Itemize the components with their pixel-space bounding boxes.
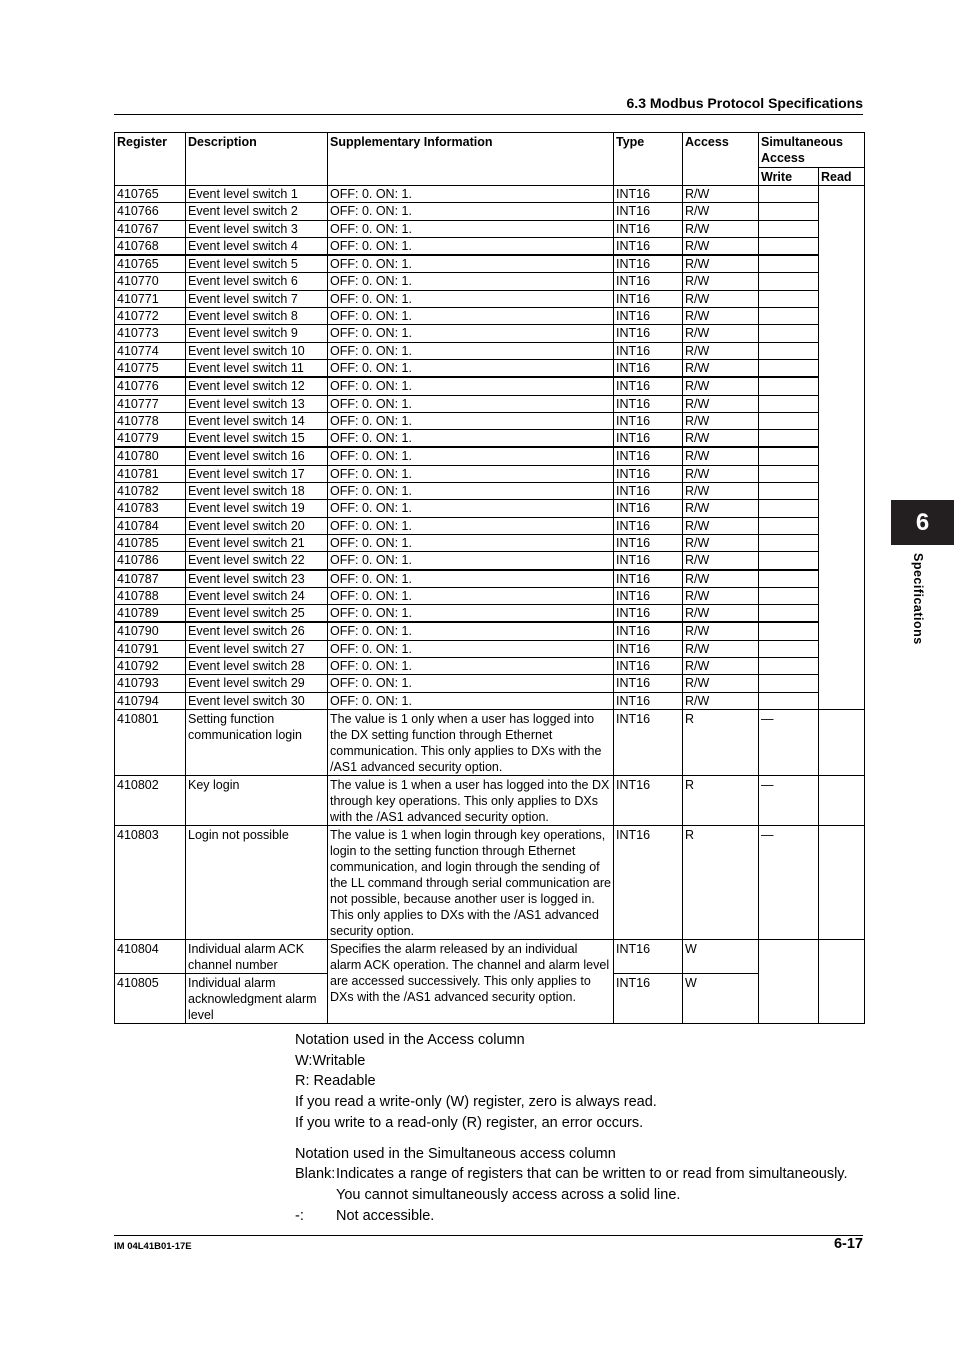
cell-type: INT16: [614, 775, 683, 825]
header-rule: [114, 114, 863, 115]
cell-access: R/W: [683, 412, 759, 429]
cell-read: [819, 825, 865, 939]
cell-write: —: [759, 825, 819, 939]
note-line: If you write to a read-only (R) register, an error occurs.: [295, 1114, 644, 1131]
page-number: 6-17: [833, 1236, 863, 1252]
footer-rule: [114, 1235, 863, 1236]
cell-write: [759, 587, 819, 604]
cell-write: —: [759, 775, 819, 825]
cell-supplementary: OFF: 0. ON: 1.: [328, 570, 614, 588]
cell-access: R: [683, 775, 759, 825]
cell-description: Individual alarm ACK channel number: [186, 939, 328, 973]
cell-access: R/W: [683, 237, 759, 255]
cell-type: INT16: [614, 255, 683, 273]
cell-supplementary: OFF: 0. ON: 1.: [328, 658, 614, 675]
cell-access: R/W: [683, 447, 759, 465]
cell-type: INT16: [614, 622, 683, 640]
cell-access: R/W: [683, 203, 759, 220]
cell-description: Event level switch 28: [186, 658, 328, 675]
table-row: [115, 939, 865, 973]
cell-type: INT16: [614, 359, 683, 377]
dash-label: -:: [295, 1207, 304, 1224]
cell-type: INT16: [614, 308, 683, 325]
cell-type: INT16: [614, 395, 683, 412]
cell-access: R/W: [683, 605, 759, 623]
cell-type: INT16: [614, 500, 683, 517]
cell-access: R/W: [683, 517, 759, 534]
table-row: [115, 552, 865, 570]
col-write: Write: [759, 168, 819, 186]
cell-type: INT16: [614, 447, 683, 465]
cell-access: W: [683, 973, 759, 1023]
cell-supplementary: OFF: 0. ON: 1.: [328, 552, 614, 570]
cell-type: INT16: [614, 483, 683, 500]
cell-register: 410778: [115, 412, 186, 429]
cell-register: 410782: [115, 483, 186, 500]
cell-access: R/W: [683, 186, 759, 203]
cell-access: R/W: [683, 430, 759, 448]
table-row: [115, 359, 865, 377]
cell-register: 410774: [115, 342, 186, 359]
cell-access: R/W: [683, 658, 759, 675]
cell-write: [759, 325, 819, 342]
table-row: [115, 640, 865, 657]
table-row: [115, 325, 865, 342]
cell-supplementary: OFF: 0. ON: 1.: [328, 220, 614, 237]
cell-write: [759, 395, 819, 412]
cell-description: Event level switch 21: [186, 534, 328, 551]
cell-register: 410777: [115, 395, 186, 412]
cell-write: [759, 412, 819, 429]
cell-supplementary: OFF: 0. ON: 1.: [328, 430, 614, 448]
cell-access: R/W: [683, 570, 759, 588]
cell-supplementary: OFF: 0. ON: 1.: [328, 692, 614, 709]
cell-write: [759, 534, 819, 551]
table-row: [115, 308, 865, 325]
cell-description: Event level switch 3: [186, 220, 328, 237]
table-row: [115, 534, 865, 551]
notes: [295, 1030, 848, 1226]
cell-access: R: [683, 709, 759, 775]
note-line: If you read a write-only (W) register, zero is always read.: [295, 1094, 657, 1111]
cell-supplementary: OFF: 0. ON: 1.: [328, 308, 614, 325]
cell-access: R/W: [683, 220, 759, 237]
cell-type: INT16: [614, 342, 683, 359]
cell-description: Event level switch 14: [186, 412, 328, 429]
col-register: Register: [115, 133, 186, 186]
cell-description: Event level switch 23: [186, 570, 328, 588]
cell-register: 410765: [115, 186, 186, 203]
table-row: [115, 570, 865, 588]
table-row: [115, 290, 865, 307]
cell-description: Event level switch 29: [186, 675, 328, 692]
cell-access: R/W: [683, 622, 759, 640]
cell-supplementary: OFF: 0. ON: 1.: [328, 186, 614, 203]
cell-description: Event level switch 8: [186, 308, 328, 325]
cell-description: Individual alarm acknowledgment alarm level: [186, 973, 328, 1023]
cell-register: 410802: [115, 775, 186, 825]
cell-supplementary: OFF: 0. ON: 1.: [328, 517, 614, 534]
cell-supplementary: OFF: 0. ON: 1.: [328, 605, 614, 623]
cell-supplementary: OFF: 0. ON: 1.: [328, 395, 614, 412]
cell-register: 410765: [115, 255, 186, 273]
cell-register: 410770: [115, 273, 186, 290]
cell-description: Setting function communication login: [186, 709, 328, 775]
cell-write: [759, 186, 819, 203]
cell-register: 410794: [115, 692, 186, 709]
table-row: [115, 775, 865, 825]
cell-type: INT16: [614, 709, 683, 775]
cell-type: INT16: [614, 587, 683, 604]
cell-supplementary: The value is 1 only when a user has logged into the DX setting function through Ethernet communication. This only applies to DXs with the /AS1 advanced security option.: [328, 709, 614, 775]
sim-notation-title: Notation used in the Simultaneous access column: [295, 1145, 616, 1162]
cell-supplementary: Specifies the alarm released by an individual alarm ACK operation. The channel and alarm level are accessed successively. This only applies to DXs with the /AS1 advanced security option.: [328, 939, 614, 1023]
cell-type: INT16: [614, 570, 683, 588]
cell-access: R/W: [683, 483, 759, 500]
table-row: [115, 255, 865, 273]
table-row: [115, 692, 865, 709]
cell-supplementary: OFF: 0. ON: 1.: [328, 203, 614, 220]
cell-register: 410783: [115, 500, 186, 517]
dash-text: Not accessible.: [336, 1207, 435, 1224]
cell-write: [759, 447, 819, 465]
cell-description: Event level switch 6: [186, 273, 328, 290]
table-row: [115, 825, 865, 939]
cell-register: 410803: [115, 825, 186, 939]
cell-register: 410776: [115, 377, 186, 395]
cell-read: [819, 186, 865, 710]
table-row: [115, 186, 865, 203]
cell-register: 410790: [115, 622, 186, 640]
cell-description: Event level switch 30: [186, 692, 328, 709]
cell-write: [759, 273, 819, 290]
cell-write: [759, 359, 819, 377]
cell-supplementary: OFF: 0. ON: 1.: [328, 465, 614, 482]
cell-register: 410768: [115, 237, 186, 255]
cell-type: INT16: [614, 658, 683, 675]
table-row: [115, 483, 865, 500]
col-type: Type: [614, 133, 683, 186]
cell-register: 410773: [115, 325, 186, 342]
cell-register: 410781: [115, 465, 186, 482]
cell-access: R/W: [683, 342, 759, 359]
note-blank: [295, 1164, 848, 1185]
cell-type: INT16: [614, 203, 683, 220]
table-row: [115, 273, 865, 290]
cell-description: Event level switch 27: [186, 640, 328, 657]
cell-write: [759, 500, 819, 517]
cell-description: Event level switch 17: [186, 465, 328, 482]
cell-write: [759, 640, 819, 657]
cell-write: [759, 675, 819, 692]
cell-description: Event level switch 12: [186, 377, 328, 395]
cell-write: [759, 552, 819, 570]
cell-access: R/W: [683, 587, 759, 604]
chapter-label: Specifications: [911, 553, 925, 645]
cell-supplementary: OFF: 0. ON: 1.: [328, 255, 614, 273]
cell-write: [759, 483, 819, 500]
cell-write: [759, 430, 819, 448]
table-row: [115, 430, 865, 448]
cell-description: Event level switch 4: [186, 237, 328, 255]
cell-access: R/W: [683, 325, 759, 342]
cell-type: INT16: [614, 517, 683, 534]
cell-supplementary: OFF: 0. ON: 1.: [328, 675, 614, 692]
cell-register: 410792: [115, 658, 186, 675]
cell-supplementary: OFF: 0. ON: 1.: [328, 412, 614, 429]
cell-description: Event level switch 19: [186, 500, 328, 517]
cell-description: Event level switch 5: [186, 255, 328, 273]
section-header: 6.3 Modbus Protocol Specifications: [626, 95, 863, 111]
cell-type: INT16: [614, 605, 683, 623]
cell-access: R/W: [683, 500, 759, 517]
cell-supplementary: OFF: 0. ON: 1.: [328, 237, 614, 255]
cell-write: [759, 939, 819, 1023]
cell-type: INT16: [614, 220, 683, 237]
cell-supplementary: The value is 1 when a user has logged into the DX through key operations. This only applies to DXs with the /AS1 advanced security option.: [328, 775, 614, 825]
cell-read: [819, 709, 865, 775]
cell-register: 410786: [115, 552, 186, 570]
cell-supplementary: OFF: 0. ON: 1.: [328, 342, 614, 359]
table-row: [115, 605, 865, 623]
cell-type: INT16: [614, 430, 683, 448]
cell-access: R/W: [683, 465, 759, 482]
cell-supplementary: OFF: 0. ON: 1.: [328, 359, 614, 377]
table-row: [115, 500, 865, 517]
cell-access: R/W: [683, 377, 759, 395]
cell-register: 410779: [115, 430, 186, 448]
cell-type: INT16: [614, 640, 683, 657]
cell-register: 410789: [115, 605, 186, 623]
cell-type: INT16: [614, 412, 683, 429]
table-row: [115, 465, 865, 482]
table-row: [115, 377, 865, 395]
cell-write: —: [759, 709, 819, 775]
col-supplementary: Supplementary Information: [328, 133, 614, 186]
cell-access: R/W: [683, 640, 759, 657]
blank-text: Indicates a range of registers that can be written to or read from simultaneously.: [336, 1166, 848, 1183]
cell-access: R/W: [683, 359, 759, 377]
cell-description: Event level switch 25: [186, 605, 328, 623]
cell-access: R/W: [683, 308, 759, 325]
cell-description: Event level switch 7: [186, 290, 328, 307]
cell-register: 410766: [115, 203, 186, 220]
cell-description: Login not possible: [186, 825, 328, 939]
cell-register: 410791: [115, 640, 186, 657]
cell-access: R/W: [683, 692, 759, 709]
cell-type: INT16: [614, 325, 683, 342]
cell-supplementary: OFF: 0. ON: 1.: [328, 500, 614, 517]
cell-write: [759, 308, 819, 325]
cell-supplementary: OFF: 0. ON: 1.: [328, 534, 614, 551]
cell-supplementary: OFF: 0. ON: 1.: [328, 273, 614, 290]
cell-write: [759, 377, 819, 395]
cell-supplementary: OFF: 0. ON: 1.: [328, 622, 614, 640]
cell-register: 410780: [115, 447, 186, 465]
cell-access: R/W: [683, 273, 759, 290]
col-read: Read: [819, 168, 865, 186]
cell-type: INT16: [614, 692, 683, 709]
table-row: [115, 675, 865, 692]
table-row: [115, 709, 865, 775]
chapter-tab: 6: [891, 500, 954, 545]
cell-write: [759, 570, 819, 588]
cell-type: INT16: [614, 465, 683, 482]
cell-access: R/W: [683, 552, 759, 570]
col-access: Access: [683, 133, 759, 186]
cell-access: R/W: [683, 395, 759, 412]
col-simultaneous: Simultaneous Access: [759, 133, 865, 168]
cell-register: 410805: [115, 973, 186, 1023]
table-row: [115, 220, 865, 237]
cell-register: 410784: [115, 517, 186, 534]
cell-write: [759, 342, 819, 359]
cell-write: [759, 692, 819, 709]
cell-access: W: [683, 939, 759, 973]
cell-supplementary: The value is 1 when login through key operations, login to the setting function through Ethernet communication, and login through the sending of the LL command through serial communication are not possible, because another user is logged in. This only applies to DXs with the /AS1 advanced security option.: [328, 825, 614, 939]
cell-register: 410785: [115, 534, 186, 551]
cell-type: INT16: [614, 273, 683, 290]
cell-description: Event level switch 2: [186, 203, 328, 220]
cell-access: R/W: [683, 255, 759, 273]
cell-write: [759, 290, 819, 307]
cell-type: INT16: [614, 377, 683, 395]
cell-description: Event level switch 11: [186, 359, 328, 377]
cell-supplementary: OFF: 0. ON: 1.: [328, 640, 614, 657]
cell-write: [759, 658, 819, 675]
cell-register: 410804: [115, 939, 186, 973]
cell-write: [759, 255, 819, 273]
cell-supplementary: OFF: 0. ON: 1.: [328, 377, 614, 395]
cell-register: 410771: [115, 290, 186, 307]
table-row: [115, 447, 865, 465]
table-row: [115, 658, 865, 675]
cell-type: INT16: [614, 939, 683, 973]
cell-description: Event level switch 15: [186, 430, 328, 448]
cell-register: 410767: [115, 220, 186, 237]
cell-supplementary: OFF: 0. ON: 1.: [328, 587, 614, 604]
cell-type: INT16: [614, 237, 683, 255]
cell-write: [759, 517, 819, 534]
cell-description: Key login: [186, 775, 328, 825]
cell-read: [819, 775, 865, 825]
cell-write: [759, 237, 819, 255]
cell-type: INT16: [614, 186, 683, 203]
cell-type: INT16: [614, 290, 683, 307]
access-notation-title: Notation used in the Access column: [295, 1032, 525, 1048]
cell-description: Event level switch 20: [186, 517, 328, 534]
cell-type: INT16: [614, 534, 683, 551]
cell-description: Event level switch 16: [186, 447, 328, 465]
cell-register: 410788: [115, 587, 186, 604]
cell-supplementary: OFF: 0. ON: 1.: [328, 325, 614, 342]
cell-register: 410772: [115, 308, 186, 325]
doc-id: IM 04L41B01-17E: [114, 1241, 192, 1252]
cell-supplementary: OFF: 0. ON: 1.: [328, 483, 614, 500]
table-row: [115, 395, 865, 412]
table-row: [115, 237, 865, 255]
cell-write: [759, 465, 819, 482]
cell-description: Event level switch 18: [186, 483, 328, 500]
cell-write: [759, 203, 819, 220]
cell-type: INT16: [614, 552, 683, 570]
blank-text-2: You cannot simultaneously access across a solid line.: [336, 1186, 681, 1203]
cell-register: 410775: [115, 359, 186, 377]
table-row: [115, 342, 865, 359]
col-description: Description: [186, 133, 328, 186]
cell-description: Event level switch 9: [186, 325, 328, 342]
cell-description: Event level switch 10: [186, 342, 328, 359]
table-row: [115, 203, 865, 220]
access-r: R: Readable: [295, 1073, 376, 1090]
cell-description: Event level switch 13: [186, 395, 328, 412]
cell-register: 410793: [115, 675, 186, 692]
table-row: [115, 517, 865, 534]
cell-write: [759, 622, 819, 640]
cell-type: INT16: [614, 973, 683, 1023]
cell-access: R/W: [683, 290, 759, 307]
cell-access: R/W: [683, 534, 759, 551]
access-w: W:Writable: [295, 1052, 366, 1069]
cell-register: 410801: [115, 709, 186, 775]
cell-type: INT16: [614, 675, 683, 692]
cell-write: [759, 605, 819, 623]
cell-description: Event level switch 1: [186, 186, 328, 203]
cell-read: [819, 939, 865, 1023]
register-table: [114, 132, 865, 1024]
table-row: [115, 587, 865, 604]
cell-access: R: [683, 825, 759, 939]
cell-description: Event level switch 24: [186, 587, 328, 604]
cell-register: 410787: [115, 570, 186, 588]
table-row: [115, 412, 865, 429]
cell-description: Event level switch 22: [186, 552, 328, 570]
cell-write: [759, 220, 819, 237]
blank-label: Blank:: [295, 1166, 336, 1183]
cell-type: INT16: [614, 825, 683, 939]
table-row: [115, 622, 865, 640]
cell-description: Event level switch 26: [186, 622, 328, 640]
cell-supplementary: OFF: 0. ON: 1.: [328, 447, 614, 465]
cell-access: R/W: [683, 675, 759, 692]
note-dash: [295, 1206, 848, 1227]
cell-supplementary: OFF: 0. ON: 1.: [328, 290, 614, 307]
